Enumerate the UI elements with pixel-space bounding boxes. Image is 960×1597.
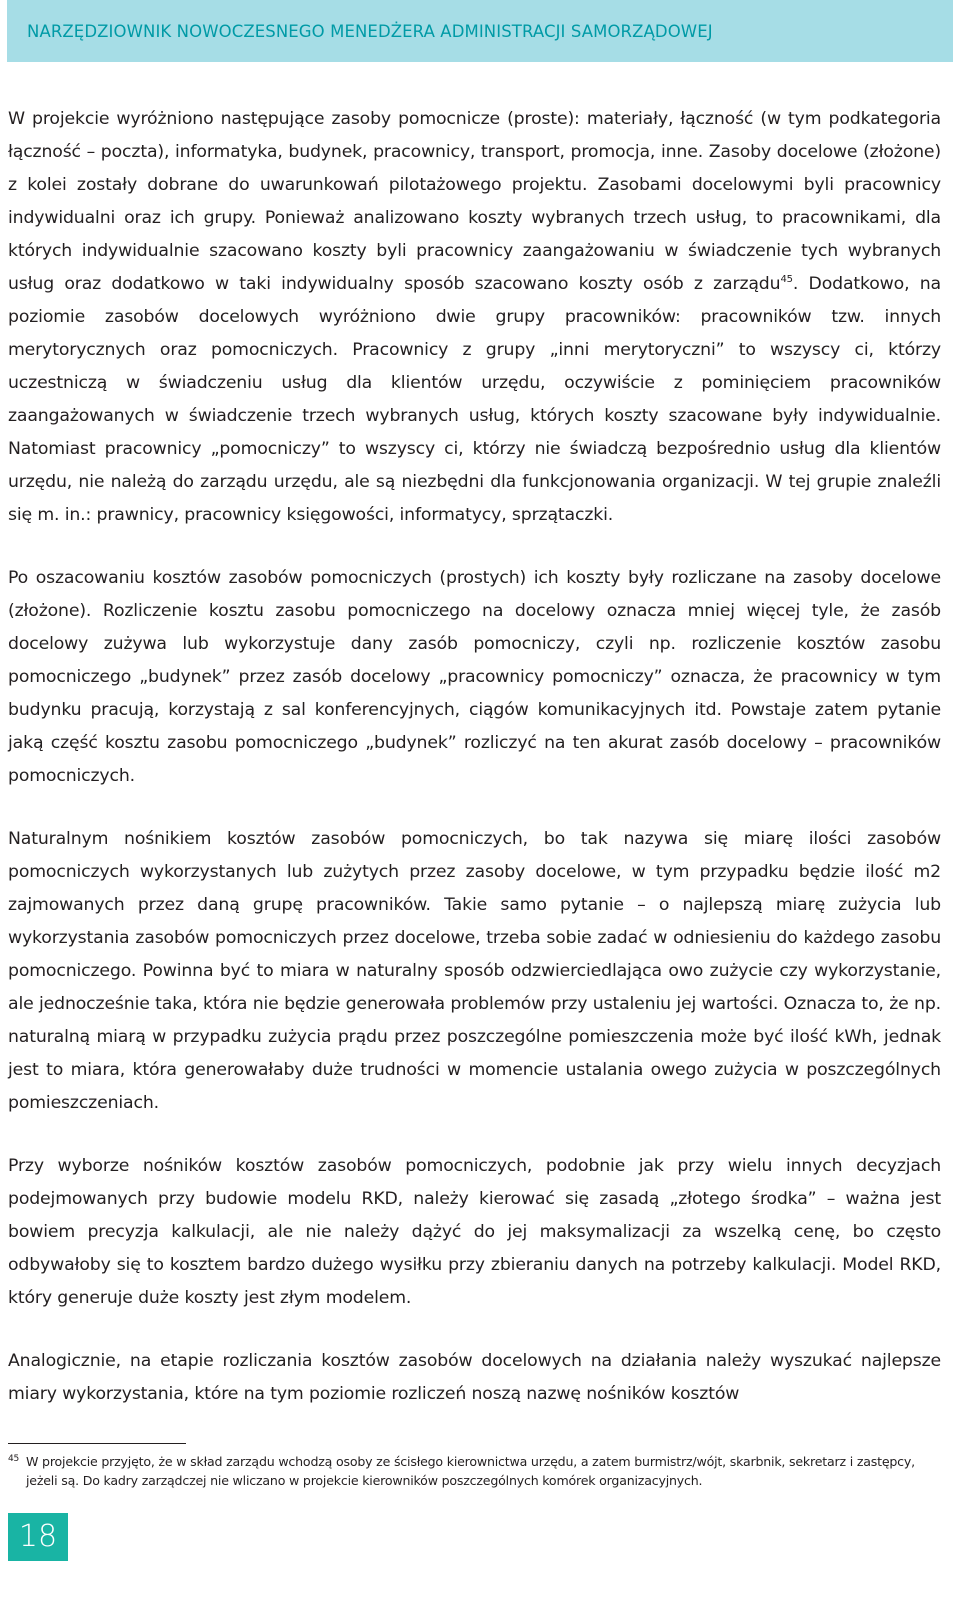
paragraph-4: Przy wyborze nośników kosztów zasobów pomocniczych, podobnie jak przy wielu innych decyzjach podejmowanych przy budowie modelu RKD, należy kierować się zasadą „złotego środka” – ważna jest bowiem precyzja kalkulacji, ale nie należy dążyć do jej maksymalizacji za wszelką cenę, bo często odbywałoby się to kosztem bardzo dużego wysiłku przy zbieraniu danych na potrzeby kalkulacji. Model RKD, który generuje duże koszty jest złym modelem. <box>8 1156 941 1308</box>
page-number-badge <box>8 1513 68 1561</box>
paragraph-5: Analogicznie, na etapie rozliczania kosztów zasobów docelowych na działania należy wyszukać najlepsze miary wykorzystania, które na tym poziomie rozliczeń noszą nazwę nośników kosztów <box>8 1351 941 1404</box>
paragraph-1-part-b: . Dodatkowo, na poziomie zasobów docelowych wyróżniono dwie grupy pracowników: pracowników tzw. innych merytorycznych oraz pomocniczych. Pracownicy z grupy „inni merytoryczni” to wszyscy ci, którzy uczestniczą w świadczeniu usług dla klientów urzędu, oczywiście z pominięciem pracowników zaangażowanych w świadczenie trzech wybranych usług, których koszty szacowane były indywidualnie. Natomiast pracownicy „pomocniczy” to wszyscy ci, którzy nie świadczą bezpośrednio usług dla klientów urzędu, nie należą do zarządu urzędu, ale są niezbędni dla funkcjonowania organizacji. W tej grupie znaleźli się m. in.: prawnicy, pracownicy księgowości, informatycy, sprzątaczki. <box>8 274 941 525</box>
paragraph-2: Po oszacowaniu kosztów zasobów pomocniczych (prostych) ich koszty były rozliczane na zasoby docelowe (złożone). Rozliczenie kosztu zasobu pomocniczego na docelowy oznacza mniej więcej tyle, że zasób docelowy zużywa lub wykorzystuje dany zasób pomocniczy, czyli np. rozliczenie kosztów zasobu pomocniczego „budynek” przez zasób docelowy „pracownicy pomocniczy” oznacza, że pracownicy w tym budynku pracują, korzystają z sal konferencyjnych, ciągów komunikacyjnych itd. Powstaje zatem pytanie jaką część kosztu zasobu pomocniczego „budynek” rozliczyć na ten akurat zasób docelowy – pracowników pomocniczych. <box>8 568 941 786</box>
page-number: 18 <box>18 1519 58 1554</box>
paragraph-1-part-a: W projekcie wyróżniono następujące zasoby pomocnicze (proste): materiały, łączność (w tym podkategoria łączność – poczta), informatyka, budynek, pracownicy, transport, promocja, inne. Zasoby docelowe (złożone) z kolei zostały dobrane do uwarunkowań pilotażowego projektu. Zasobami docelowymi byli pracownicy indywidualni oraz ich grupy. Ponieważ analizowano koszty wybranych trzech usług, to pracownikami, dla których indywidualnie szacowano koszty byli pracownicy zaangażowaniu w świadczenie tych wybranych usług oraz dodatkowo w taki indywidualny sposób szacowano koszty osób z zarządu <box>8 109 941 294</box>
paragraph-3: Naturalnym nośnikiem kosztów zasobów pomocniczych, bo tak nazywa się miarę ilości zasobów pomocniczych wykorzystanych lub zużytych przez zasoby docelowe, w tym przypadku będzie ilość m2 zajmowanych przez daną grupę pracowników. Takie samo pytanie – o najlepszą miarę zużycia lub wykorzystania zasobów pomocniczych przez docelowe, trzeba sobie zadać w odniesieniu do każdego zasobu pomocniczego. Powinna być to miara w naturalny sposób odzwierciedlająca owo zużycie czy wykorzystanie, ale jednocześnie taka, która nie będzie generowała problemów przy ustaleniu jej wartości. Oznacza to, że np. naturalną miarą w przypadku zużycia prądu przez poszczególne pomieszczenia może być ilość kWh, jednak jest to miara, która generowałaby duże trudności w momencie ustalania owego zużycia w poszczególnych pomieszczeniach. <box>8 829 941 1113</box>
footnote <box>8 1452 943 1490</box>
running-header <box>7 0 953 62</box>
footnote-reference[interactable]: 45 <box>780 274 793 286</box>
paragraph-1 <box>8 103 941 532</box>
body-text <box>8 103 941 1441</box>
footnote-text: W projekcie przyjęto, że w skład zarządu wchodzą osoby ze ścisłego kierownictwa urzędu, a zatem burmistrz/wójt, skarbnik, sekretarz i zastępcy, jeżeli są. Do kadry zarządczej nie wliczano w projekcie kierowników poszczególnych komórek organizacyjnych. <box>26 1454 915 1488</box>
footnote-number: 45 <box>8 1454 20 1464</box>
footnote-divider <box>8 1443 186 1444</box>
running-header-title: NARZĘDZIOWNIK NOWOCZESNEGO MENEDŻERA ADMINISTRACJI SAMORZĄDOWEJ <box>27 22 713 41</box>
